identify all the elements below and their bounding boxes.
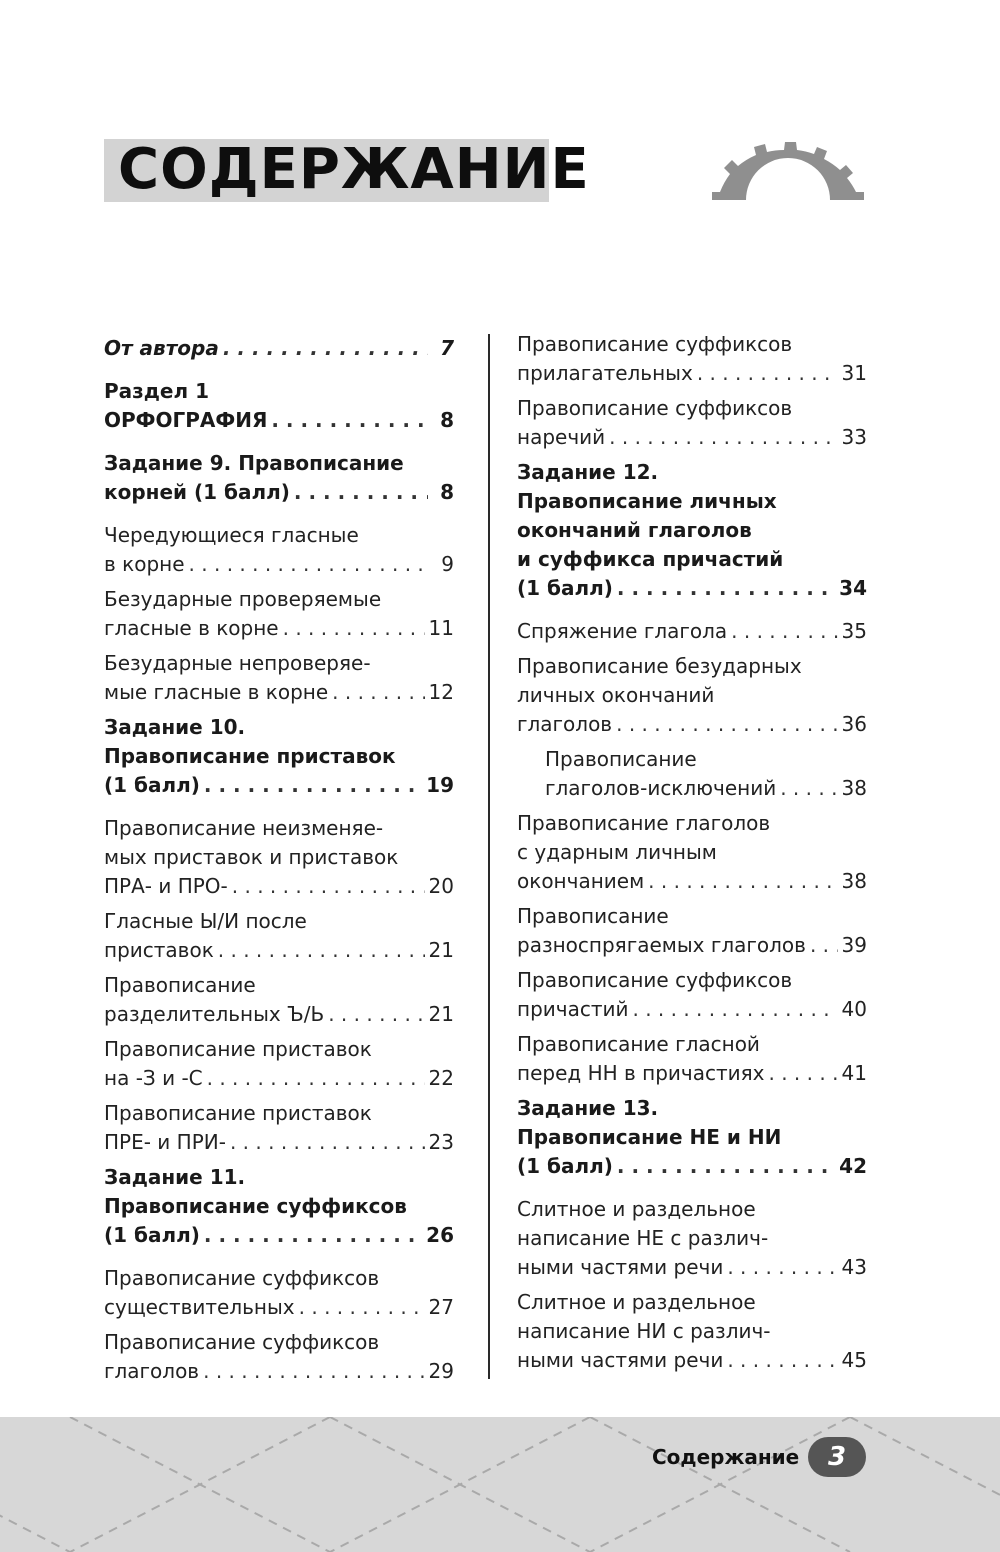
toc-line	[517, 867, 867, 896]
toc-line	[104, 814, 454, 843]
toc-page-number: 20	[428, 874, 454, 898]
toc-line	[517, 1152, 867, 1181]
toc-entry-title: личных окончаний	[517, 683, 715, 707]
toc-line	[104, 1221, 454, 1250]
dot-leader	[617, 574, 835, 603]
toc-page-number: 34	[839, 576, 867, 600]
dot-leader	[332, 678, 424, 707]
toc-entry-title: ными частями речи	[517, 1348, 724, 1372]
dot-leader	[232, 872, 425, 901]
toc-entry	[104, 907, 454, 965]
toc-entry-title: мых приставок и приставок	[104, 845, 399, 869]
toc-line	[517, 1030, 867, 1059]
toc-entry-title: наречий	[517, 425, 606, 449]
dot-leader	[223, 334, 428, 363]
toc-line	[517, 330, 867, 359]
toc-line	[104, 585, 454, 614]
toc-entry	[104, 713, 454, 800]
toc-entry-title: разноспрягаемых глаголов	[517, 933, 806, 957]
dot-leader	[207, 1064, 425, 1093]
toc-page-number: 38	[841, 869, 867, 893]
toc-entry	[517, 652, 867, 739]
toc-entry-title: ными частями речи	[517, 1255, 724, 1279]
dot-leader	[204, 771, 422, 800]
toc-line	[104, 649, 454, 678]
toc-page-number: 45	[841, 1348, 867, 1372]
toc-entry	[104, 585, 454, 643]
dot-leader	[727, 1346, 837, 1375]
toc-line	[104, 872, 454, 901]
toc-line	[104, 614, 454, 643]
toc-page-number: 19	[426, 773, 454, 797]
toc-entry	[104, 649, 454, 707]
toc-page-number: 26	[426, 1223, 454, 1247]
toc-entry-title: написание НЕ с различ-	[517, 1226, 769, 1250]
toc-line	[104, 771, 454, 800]
dot-leader	[616, 710, 837, 739]
toc-page-number: 39	[841, 933, 867, 957]
toc-page-number: 29	[428, 1359, 454, 1383]
dot-leader	[648, 867, 837, 896]
toc-entry	[104, 1328, 454, 1386]
toc-page-number: 21	[428, 938, 454, 962]
toc-entry-title: Задание 11.	[104, 1165, 246, 1189]
toc-line	[517, 1094, 867, 1123]
toc-line	[104, 1099, 454, 1128]
toc-entry-title: Раздел 1	[104, 379, 210, 403]
toc-page-number: 8	[440, 480, 454, 504]
column-divider	[488, 334, 490, 1379]
toc-entry-title: перед НН в причастиях	[517, 1061, 765, 1085]
toc-line	[517, 1224, 867, 1253]
toc-entry-title: Безударные непроверяе-	[104, 651, 371, 675]
toc-entry-title: разделительных Ъ/Ь	[104, 1002, 325, 1026]
toc-entry-title: в корне	[104, 552, 185, 576]
toc-entry-title: Правописание	[517, 904, 669, 928]
toc-entry	[104, 521, 454, 579]
toc-entry-title: окончаний глаголов	[517, 518, 752, 542]
toc-entry-title: глаголов	[104, 1359, 200, 1383]
dot-leader	[810, 931, 838, 960]
toc-line	[104, 742, 454, 771]
toc-entry-title: Правописание суффиксов	[517, 968, 793, 992]
toc-line	[104, 449, 454, 478]
toc-page-number: 9	[441, 552, 454, 576]
toc-line	[104, 843, 454, 872]
dot-leader	[780, 774, 837, 803]
toc-entry-title: Правописание НЕ и НИ	[517, 1125, 782, 1149]
toc-line	[517, 1253, 867, 1282]
toc-line	[517, 516, 867, 545]
toc-entry	[517, 458, 867, 603]
toc-entry	[517, 902, 867, 960]
toc-entry-title: с ударным личным	[517, 840, 717, 864]
toc-line	[104, 334, 454, 363]
toc-line	[104, 678, 454, 707]
toc-page-number: 33	[841, 425, 867, 449]
toc-line	[104, 1035, 454, 1064]
toc-entry-title: написание НИ с различ-	[517, 1319, 771, 1343]
dot-leader	[697, 359, 838, 388]
toc-line	[517, 423, 867, 452]
toc-entry	[104, 1099, 454, 1157]
toc-entry-title: Правописание гласной	[517, 1032, 760, 1056]
toc-entry-title: гласные в корне	[104, 616, 279, 640]
toc-entry	[517, 1288, 867, 1375]
toc-entry-title: Правописание глаголов	[517, 811, 771, 835]
toc-line	[517, 902, 867, 931]
toc-entry	[517, 809, 867, 896]
toc-line	[517, 574, 867, 603]
toc-page-number: 40	[841, 997, 867, 1021]
toc-line	[517, 652, 867, 681]
page-title: СОДЕРЖАНИЕ	[118, 137, 590, 202]
page-number-badge: 3	[808, 1437, 866, 1477]
toc-line	[104, 971, 454, 1000]
toc-entry	[517, 330, 867, 388]
toc-entry-title: приставок	[104, 938, 214, 962]
dot-leader	[299, 1293, 425, 1322]
toc-line	[517, 1288, 867, 1317]
toc-page-number: 36	[841, 712, 867, 736]
dot-leader	[727, 1253, 837, 1282]
toc-line	[104, 478, 454, 507]
toc-page-number: 23	[428, 1130, 454, 1154]
toc-line	[517, 1059, 867, 1088]
dot-leader	[230, 1128, 425, 1157]
toc-page-number: 22	[428, 1066, 454, 1090]
toc-entry-title: ПРА- и ПРО-	[104, 874, 228, 898]
toc-entry-title: Задание 13.	[517, 1096, 659, 1120]
dot-leader	[204, 1221, 422, 1250]
toc-line	[517, 545, 867, 574]
toc-entry	[104, 1264, 454, 1322]
toc-line	[104, 377, 454, 406]
toc-line	[104, 1000, 454, 1029]
dot-leader	[283, 614, 425, 643]
toc-entry-title: глаголов-исключений	[545, 776, 777, 800]
toc-entry-title: Правописание неизменяе-	[104, 816, 384, 840]
toc-entry-title: ПРЕ- и ПРИ-	[104, 1130, 226, 1154]
footer-section-label: Содержание	[652, 1445, 800, 1469]
toc-line	[104, 1357, 454, 1386]
toc-entry-title: Безударные проверяемые	[104, 587, 382, 611]
toc-entry-title: Правописание безударных	[517, 654, 802, 678]
toc-entry	[104, 971, 454, 1029]
toc-page-number: 31	[841, 361, 867, 385]
toc-entry-title: на -З и -С	[104, 1066, 203, 1090]
toc-entry-title: Правописание	[104, 973, 256, 997]
toc-page-number: 42	[839, 1154, 867, 1178]
toc-line	[104, 406, 454, 435]
toc-entry-title: Правописание суффиксов	[517, 332, 793, 356]
toc-entry-title: Правописание суффиксов	[104, 1194, 407, 1218]
toc-entry	[104, 1035, 454, 1093]
toc-left-column	[104, 330, 454, 1392]
toc-entry-title: Гласные Ы/И после	[104, 909, 307, 933]
toc-entry-title: и суффикса причастий	[517, 547, 784, 571]
toc-page-number: 38	[841, 776, 867, 800]
toc-entry-title: Правописание приставок	[104, 1101, 372, 1125]
toc-entry	[517, 617, 867, 646]
toc-page-number: 12	[428, 680, 454, 704]
toc-line	[517, 838, 867, 867]
toc-line	[517, 1195, 867, 1224]
toc-entry	[517, 1094, 867, 1181]
toc-page-number: 8	[440, 408, 454, 432]
toc-line	[517, 487, 867, 516]
toc-entry-title: Задание 9. Правописание	[104, 451, 404, 475]
dot-leader	[271, 406, 428, 435]
toc-line	[104, 1163, 454, 1192]
toc-line	[104, 907, 454, 936]
toc-line	[517, 931, 867, 960]
toc-line	[545, 745, 867, 774]
toc-entry-title: Правописание приставок	[104, 1037, 372, 1061]
toc-entry-title: Задание 12.	[517, 460, 659, 484]
dot-leader	[218, 936, 425, 965]
toc-entry-title: Правописание приставок	[104, 744, 396, 768]
dot-leader	[189, 550, 428, 579]
toc-entry-title: ОРФОГРАФИЯ	[104, 408, 268, 432]
toc-entry-title: От автора	[104, 336, 219, 360]
toc-entry-title: Спряжение глагола	[517, 619, 728, 643]
toc-line	[517, 966, 867, 995]
toc-line	[104, 1064, 454, 1093]
dot-leader	[203, 1357, 424, 1386]
toc-entry-title: Слитное и раздельное	[517, 1197, 756, 1221]
toc-line	[517, 394, 867, 423]
toc-right-column	[517, 330, 867, 1381]
toc-line	[104, 1192, 454, 1221]
toc-line	[104, 936, 454, 965]
toc-line	[104, 550, 454, 579]
toc-line	[517, 681, 867, 710]
toc-line	[517, 809, 867, 838]
toc-entry-title: Правописание суффиксов	[104, 1330, 380, 1354]
toc-entry-title: Правописание	[545, 747, 697, 771]
toc-line	[104, 1264, 454, 1293]
toc-entry-title: (1 балл)	[517, 576, 613, 600]
toc-line	[517, 617, 867, 646]
toc-page-number: 11	[428, 616, 454, 640]
toc-entry	[104, 334, 454, 363]
toc-line	[517, 710, 867, 739]
toc-entry-title: (1 балл)	[104, 1223, 200, 1247]
toc-line	[545, 774, 867, 803]
toc-entry-title: (1 балл)	[517, 1154, 613, 1178]
toc-page-number: 21	[428, 1002, 454, 1026]
toc-page-number: 43	[841, 1255, 867, 1279]
toc-entry-title: причастий	[517, 997, 629, 1021]
toc-entry-title: корней (1 балл)	[104, 480, 290, 504]
toc-entry-title: прилагательных	[517, 361, 693, 385]
toc-entry	[517, 745, 867, 803]
gear-icon	[706, 136, 870, 202]
toc-line	[104, 1128, 454, 1157]
toc-line	[517, 995, 867, 1024]
dot-leader	[617, 1152, 835, 1181]
toc-entry	[104, 814, 454, 901]
toc-line	[517, 1346, 867, 1375]
toc-entry-title: Правописание суффиксов	[517, 396, 793, 420]
dot-leader	[731, 617, 837, 646]
toc-entry	[517, 394, 867, 452]
toc-entry	[104, 377, 454, 435]
toc-entry-title: Чередующиеся гласные	[104, 523, 359, 547]
toc-page-number: 27	[428, 1295, 454, 1319]
toc-entry-title: Правописание суффиксов	[104, 1266, 380, 1290]
toc-entry-title: глаголов	[517, 712, 613, 736]
toc-line	[517, 1317, 867, 1346]
dot-leader	[328, 1000, 424, 1029]
dot-leader	[294, 478, 428, 507]
toc-entry-title: Слитное и раздельное	[517, 1290, 756, 1314]
toc-line	[517, 359, 867, 388]
toc-line	[104, 521, 454, 550]
dot-leader	[769, 1059, 838, 1088]
toc-entry-title: Правописание личных	[517, 489, 777, 513]
toc-entry-title: Задание 10.	[104, 715, 246, 739]
toc-page-number: 35	[841, 619, 867, 643]
toc-entry-title: существительных	[104, 1295, 295, 1319]
toc-entry	[517, 1030, 867, 1088]
toc-entry-title: мые гласные в корне	[104, 680, 329, 704]
dot-leader	[632, 995, 837, 1024]
toc-entry	[104, 449, 454, 507]
toc-page-number: 41	[841, 1061, 867, 1085]
toc-entry-title: (1 балл)	[104, 773, 200, 797]
toc-line	[104, 713, 454, 742]
dot-leader	[609, 423, 837, 452]
toc-line	[104, 1293, 454, 1322]
toc-entry-title: окончанием	[517, 869, 645, 893]
toc-line	[517, 458, 867, 487]
toc-line	[104, 1328, 454, 1357]
toc-line	[517, 1123, 867, 1152]
toc-page-number: 7	[440, 336, 454, 360]
toc-entry	[517, 1195, 867, 1282]
toc-entry	[517, 966, 867, 1024]
toc-entry	[104, 1163, 454, 1250]
